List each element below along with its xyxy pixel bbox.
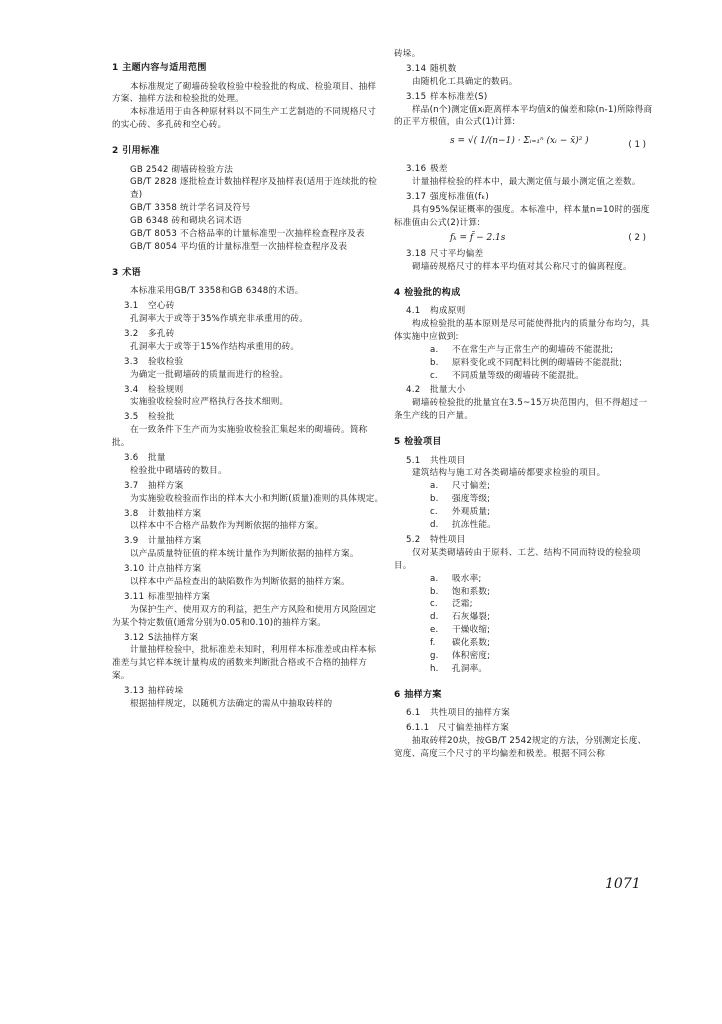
list-item: [394, 493, 654, 506]
term-3-1-heading: [124, 300, 384, 313]
list-item-text: 外观质量;: [452, 507, 491, 518]
list-marker: h.: [430, 663, 439, 674]
term-3-5-heading: [124, 411, 384, 424]
section-5-title: 5 检验项目: [394, 437, 442, 448]
list-item: [394, 624, 654, 637]
term-name: 尺寸平均偏差: [430, 248, 484, 259]
term-3-7-heading: [124, 480, 384, 493]
clause-6-1-1-heading: [406, 722, 654, 735]
list-item: [394, 650, 654, 663]
reference-1: GB 2542 砌墙砖检验方法: [130, 164, 234, 175]
list-item-text: 原料变化或不同配料比例的砌墙砖不能混批;: [452, 357, 623, 368]
list-marker: a.: [430, 344, 439, 355]
list-item-text: 体积密度;: [452, 650, 491, 661]
list-item-text: 饱和系数;: [452, 586, 491, 597]
list-marker: c.: [430, 507, 438, 518]
term-3-15-heading: [406, 91, 654, 104]
term-3-13-heading: [124, 685, 384, 698]
clause-number: 4.1: [406, 306, 421, 317]
clause-5-1-heading: [406, 455, 654, 468]
term-name: 抽样方案: [148, 480, 184, 491]
term-3-4-definition: 实施验收检验时应严格执行各技术细则。: [130, 397, 289, 408]
page-number: 1071: [605, 876, 641, 892]
term-name: 样本标准差(S): [430, 91, 488, 102]
list-item: [394, 370, 654, 383]
term-number: 3.6: [124, 452, 139, 463]
formula-1-number: ( 1 ): [628, 140, 646, 151]
section-6-title: 6 抽样方案: [394, 689, 442, 700]
list-item-text: 吸水率;: [452, 573, 482, 584]
term-3-14-definition: 由随机化工具确定的数码。: [412, 76, 518, 87]
formula-1-expression: s = √( 1/(n−1) · Σᵢ₌₁ⁿ (xᵢ − x̄)² ): [450, 136, 589, 147]
term-name: 计点抽样方案: [148, 564, 202, 575]
list-marker: a.: [430, 481, 439, 492]
term-3-16-definition: 计量抽样检验的样本中，最大测定值与最小测定值之差数。: [412, 177, 641, 188]
list-item: [394, 598, 654, 611]
term-number: 3.11: [124, 591, 145, 602]
term-number: 3.18: [406, 248, 427, 259]
clause-5-1-text: 建筑结构与施工对各类砌墙砖都要求检验的项目。: [412, 468, 606, 479]
clause-number: 5.2: [406, 534, 421, 545]
term-3-14-heading: [406, 63, 654, 76]
reference-2: GB/T 2828 逐批检查计数抽样程序及抽样表(适用于连续批的检查): [130, 177, 378, 201]
clause-4-2-text: 砌墙砖检验批的批量宜在3.5~15万块范围内，但不得超过一条生产线的日产量。: [394, 398, 648, 422]
clause-name: 共性项目的抽样方案: [430, 708, 511, 719]
term-3-15-definition: 样品(n个)测定值xᵢ距离样本平均值x̄的偏差和除(n-1)所除得商的正平方根值，由公式(1)计算:: [394, 104, 653, 128]
term-3-10-heading: [124, 563, 384, 576]
list-item-text: 不同质量等级的砌墙砖不能混批。: [452, 370, 584, 381]
term-name: 随机数: [430, 63, 457, 74]
list-item-text: 干燥收缩;: [452, 625, 491, 636]
reference-4: GB 6348 砖和砌块名词术语: [130, 216, 242, 227]
reference-3: GB/T 3358 统计学名词及符号: [130, 203, 251, 214]
clause-4-1-text: 构成检验批的基本原则是尽可能使得批内的质量分布均匀，具体实施中应做到:: [394, 318, 650, 342]
clause-number: 4.2: [406, 385, 421, 396]
list-marker: b.: [430, 494, 439, 505]
term-name: 抽样砖垛: [148, 686, 184, 697]
term-3-11-heading: [124, 591, 384, 604]
formula-2-expression: fₖ = f̄ − 2.1s: [450, 232, 506, 243]
term-name: 计数抽样方案: [148, 508, 202, 519]
continued-text: 砖垛。: [394, 49, 421, 59]
term-number: 3.16: [406, 164, 427, 175]
clause-name: 特性项目: [430, 534, 466, 545]
term-3-6-heading: [124, 452, 384, 465]
term-name: 极差: [430, 164, 448, 175]
term-name: 强度标准值(fₖ): [430, 192, 490, 203]
term-number: 3.14: [406, 63, 427, 74]
term-name: 标准型抽样方案: [148, 591, 211, 602]
list-item: [394, 586, 654, 599]
term-3-6-definition: 检验批中砌墙砖的数目。: [130, 465, 227, 476]
term-3-2-definition: 孔洞率大于或等于15%作结构承重用的砖。: [130, 341, 300, 352]
term-number: 3.4: [124, 384, 139, 395]
term-3-16-heading: [406, 163, 654, 176]
section-2-title: 2 引用标准: [112, 146, 160, 157]
term-3-7-definition: 为实施验收检验而作出的样本大小和判断(质量)准则的具体规定。: [130, 493, 384, 504]
clause-5-2-heading: [406, 534, 654, 547]
term-number: 3.13: [124, 686, 145, 697]
formula-2-number: ( 2 ): [628, 232, 646, 243]
list-item: [394, 506, 654, 519]
list-item: [394, 357, 654, 370]
term-number: 3.1: [124, 301, 139, 312]
term-3-18-heading: [406, 248, 654, 261]
section-3-title: 3 术语: [112, 267, 141, 278]
term-3-4-heading: [124, 384, 384, 397]
list-item-text: 抗冻性能。: [452, 520, 496, 531]
term-3-5-definition: 在一致条件下生产而为实施验收检验汇集起来的砌墙砖。简称批。: [112, 425, 368, 449]
clause-name: 构成原则: [430, 306, 466, 317]
term-3-9-heading: [124, 535, 384, 548]
list-item: [394, 637, 654, 650]
list-item-text: 孔洞率。: [452, 663, 488, 674]
list-item-text: 泛霜;: [452, 599, 473, 610]
list-item: [394, 480, 654, 493]
reference-5: GB/T 8053 不合格品率的计量标准型一次抽样检查程序及表: [130, 229, 365, 240]
clause-name: 批量大小: [430, 385, 466, 396]
term-3-2-heading: [124, 328, 384, 341]
list-marker: b.: [430, 357, 439, 368]
term-3-10-definition: 以样本中产品检查出的缺陷数作为判断依据的抽样方案。: [130, 577, 350, 587]
term-3-12-heading: [124, 632, 384, 645]
section-1-title: 1 主题内容与适用范围: [112, 63, 207, 73]
clause-number: 5.1: [406, 455, 421, 466]
clause-4-2-heading: [406, 384, 654, 397]
list-item-text: 不在常生产与正常生产的砌墙砖不能混批;: [452, 344, 614, 355]
term-3-1-definition: 孔洞率大于或等于35%作填充非承重用的砖。: [130, 314, 308, 325]
list-marker: c.: [430, 599, 438, 610]
list-item: [394, 611, 654, 624]
section-1-para-2: 本标准适用于由各种原材料以不同生产工艺制造的不同规格尺寸的实心砖、多孔砖和空心砖。: [112, 107, 377, 131]
term-3-17-definition: 具有95%保证概率的强度。本标准中，样本量n=10时的强度标准值由公式(2)计算:: [394, 205, 650, 228]
list-item: [394, 344, 654, 357]
reference-6: GB/T 8054 平均值的计量标准型一次抽样检查程序及表: [130, 241, 348, 252]
term-number: 3.7: [124, 480, 139, 491]
term-number: 3.9: [124, 536, 139, 547]
section-1-para-1: 本标准规定了砌墙砖验收检验中检验批的构成、检验项目、抽样方案、抽样方法和检验批的处理。: [112, 81, 377, 105]
term-number: 3.8: [124, 508, 139, 519]
term-3-12-definition: 计量抽样检验中，批标准差未知时，利用样本标准差或由样本标准差与其它样本统计量构成的函数来判断批合格或不合格的抽样方案。: [112, 645, 377, 682]
list-item-text: 石灰爆裂;: [452, 612, 491, 623]
clause-name: 共性项目: [430, 455, 466, 466]
right-column: [394, 48, 654, 761]
term-3-17-heading: [406, 191, 654, 204]
list-marker: b.: [430, 586, 439, 597]
term-number: 3.3: [124, 356, 139, 367]
term-name: 检验批: [148, 412, 175, 423]
term-name: 计量抽样方案: [148, 536, 202, 547]
term-number: 3.10: [124, 564, 145, 575]
term-3-8-heading: [124, 508, 384, 521]
clause-4-1-heading: [406, 305, 654, 318]
term-3-18-definition: 砌墙砖规格尺寸的样本平均值对其公称尺寸的偏离程度。: [412, 261, 632, 272]
section-4-title: 4 检验批的构成: [394, 287, 461, 298]
list-marker: c.: [430, 370, 438, 381]
clause-name: 尺寸偏差抽样方案: [438, 723, 510, 734]
list-item-text: 强度等级;: [452, 494, 491, 505]
list-marker: d.: [430, 520, 439, 531]
list-marker: d.: [430, 612, 439, 623]
list-item-text: 尺寸偏差;: [452, 481, 491, 492]
term-number: 3.17: [406, 192, 427, 203]
term-3-3-heading: [124, 356, 384, 369]
term-3-3-definition: 为确定一批砌墙砖的质量而进行的检验。: [130, 369, 289, 380]
term-name: S法抽样方案: [148, 632, 199, 643]
term-name: 批量: [148, 452, 166, 463]
list-item: [394, 573, 654, 586]
list-marker: e.: [430, 625, 439, 636]
formula-1: [394, 133, 654, 159]
term-number: 3.2: [124, 328, 139, 339]
left-column: [112, 62, 384, 711]
term-number: 3.12: [124, 632, 145, 643]
list-item: [394, 663, 654, 676]
term-number: 3.15: [406, 91, 427, 102]
list-item-text: 碳化系数;: [452, 638, 491, 649]
clause-6-1-heading: [406, 707, 654, 720]
list-marker: g.: [430, 650, 439, 661]
list-marker: f.: [430, 638, 436, 649]
list-marker: a.: [430, 573, 439, 584]
clause-number: 6.1.1: [406, 723, 430, 734]
clause-5-2-text: 仅对某类砌墙砖由于原料、工艺、结构不同而特设的检验项目。: [394, 547, 641, 571]
term-3-8-definition: 以样本中不合格产品数作为判断依据的抽样方案。: [130, 521, 324, 532]
term-3-9-definition: 以产品质量特征值的样本统计量作为判断依据的抽样方案。: [130, 549, 359, 560]
term-3-11-definition: 为保护生产、使用双方的利益，把生产方风险和使用方风险固定为某个特定数值(通常分别为0.05和0.10)的抽样方案。: [112, 604, 377, 628]
section-3-intro: 本标准采用GB/T 3358和GB 6348的术语。: [130, 286, 304, 297]
term-name: 检验规则: [148, 384, 184, 395]
list-item: [394, 519, 654, 532]
clause-6-1-1-text: 抽取砖样20块，按GB/T 2542规定的方法，分别测定长度、宽度、高度三个尺寸的平均偏差和极差。根据不同公称: [394, 736, 647, 759]
term-3-13-definition: 根据抽样规定，以随机方法确定的需从中抽取砖样的: [130, 699, 333, 710]
formula-2: [394, 232, 654, 246]
term-name: 验收检验: [148, 356, 184, 367]
term-name: 空心砖: [148, 301, 175, 312]
clause-number: 6.1: [406, 708, 421, 719]
term-number: 3.5: [124, 412, 139, 423]
term-name: 多孔砖: [148, 328, 175, 339]
